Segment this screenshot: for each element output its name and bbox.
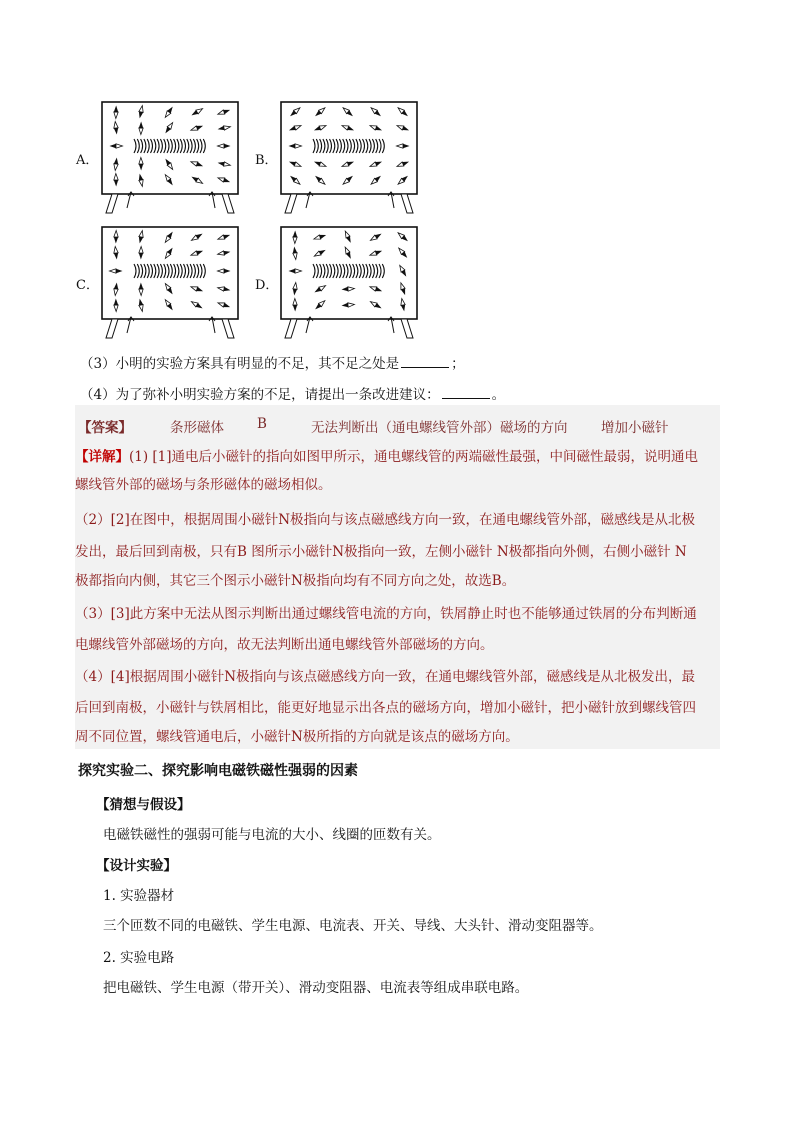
question-3-end: ； (451, 356, 465, 372)
question-3 (80, 352, 465, 372)
option-label-a: A． (76, 153, 99, 168)
figure-option-b (277, 100, 421, 215)
answer-4: 增加小磁针 (601, 420, 669, 436)
board-leg-left (285, 194, 297, 213)
option-label-b: B． (255, 153, 278, 168)
detail-tag: 【详解】 (75, 449, 129, 465)
detail-p1-l1: (1) [1]通电后小磁针的指向如图甲所示，通电螺线管的两端磁性最强，中间磁性最弱，说明通电 (129, 449, 699, 465)
detail-p3-line2: 电螺线管外部磁场的方向，故无法判断出通电螺线管外部磁场的方向。 (75, 637, 494, 653)
wire-right-icon (209, 317, 215, 333)
answer-1: 条形磁体 (170, 420, 224, 436)
item-2-title: 2. 实验电路 (103, 950, 175, 966)
item-1-title: 1. 实验器材 (103, 888, 175, 904)
option-label-d: D． (255, 278, 279, 293)
board-leg-right (401, 194, 413, 213)
item-1-text: 三个匝数不同的电磁铁、学生电源、电流表、开关、导线、大头针、滑动变阻器等。 (103, 918, 603, 934)
item-2-text: 把电磁铁、学生电源（带开关）、滑动变阻器、电流表等组成串联电路。 (103, 980, 529, 996)
hypothesis-title: 【猜想与假设】 (96, 797, 191, 813)
wire-right-icon (388, 192, 394, 208)
detail-p4-line3: 周不同位置，螺线管通电后，小磁针N极所指的方向就是该点的磁场方向。 (75, 729, 519, 745)
detail-p1-line2: 螺线管外部的磁场与条形磁体的磁场相似。 (75, 477, 332, 493)
detail-p2-line1: （2）[2]在图中，根据周围小磁针N极指向与该点磁感线方向一致，在通电螺线管外部，磁感线是从北极 (75, 512, 696, 528)
detail-p2-line2: 发出，最后回到南极，只有B 图所示小磁针N极指向一致，左侧小磁针 N极都指向外侧，右侧小磁针 N (75, 544, 687, 560)
question-4-text: （4）为了弥补小明实验方案的不足，请提出一条改进建议： (80, 387, 440, 403)
answer-detail-block (75, 405, 720, 749)
wire-right-icon (388, 317, 394, 333)
question-4-end: 。 (491, 387, 506, 403)
figure-option-d (277, 225, 421, 340)
section-2-title: 探究实验二、探究影响电磁铁磁性强弱的因素 (78, 763, 358, 779)
option-label-c: C． (76, 278, 99, 293)
question-4 (80, 383, 505, 403)
board-leg-left (106, 319, 118, 338)
wire-right-icon (209, 192, 215, 208)
figure-option-a (98, 100, 242, 215)
detail-p2-line3: 极都指向内侧，其它三个图示小磁针N极指向均有不同方向之处，故选B。 (75, 573, 516, 589)
figure-option-c (98, 225, 242, 340)
answer-blank-3[interactable] (401, 354, 449, 369)
board-leg-right (401, 319, 413, 338)
board-leg-left (285, 319, 297, 338)
detail-p3-line1: （3）[3]此方案中无法从图示判断出通过螺线管电流的方向，铁屑静止时也不能够通过铁屑的分布判断通 (75, 606, 697, 622)
answer-2: B (257, 416, 267, 432)
detail-p4-line2: 后回到南极，小磁针与铁屑相比，能更好地显示出各点的磁场方向，增加小磁针，把小磁针放到螺线管四 (75, 700, 696, 716)
answer-blank-4[interactable] (442, 385, 490, 400)
design-title: 【设计实验】 (96, 858, 177, 874)
detail-p1-line1 (75, 445, 698, 465)
answer-tag: 【答案】 (78, 420, 132, 436)
question-3-text: （3）小明的实验方案具有明显的不足，其不足之处是 (80, 356, 400, 372)
board-leg-left (106, 194, 118, 213)
board-leg-right (222, 194, 234, 213)
answer-3: 无法判断出（通电螺线管外部）磁场的方向 (311, 420, 568, 436)
hypothesis-text: 电磁铁磁性的强弱可能与电流的大小、线圈的匝数有关。 (103, 827, 441, 843)
detail-p4-line1: （4）[4]根据周围小磁针N极指向与该点磁感线方向一致，在通电螺线管外部，磁感线是从北极发出，最 (75, 669, 696, 685)
board-leg-right (222, 319, 234, 338)
